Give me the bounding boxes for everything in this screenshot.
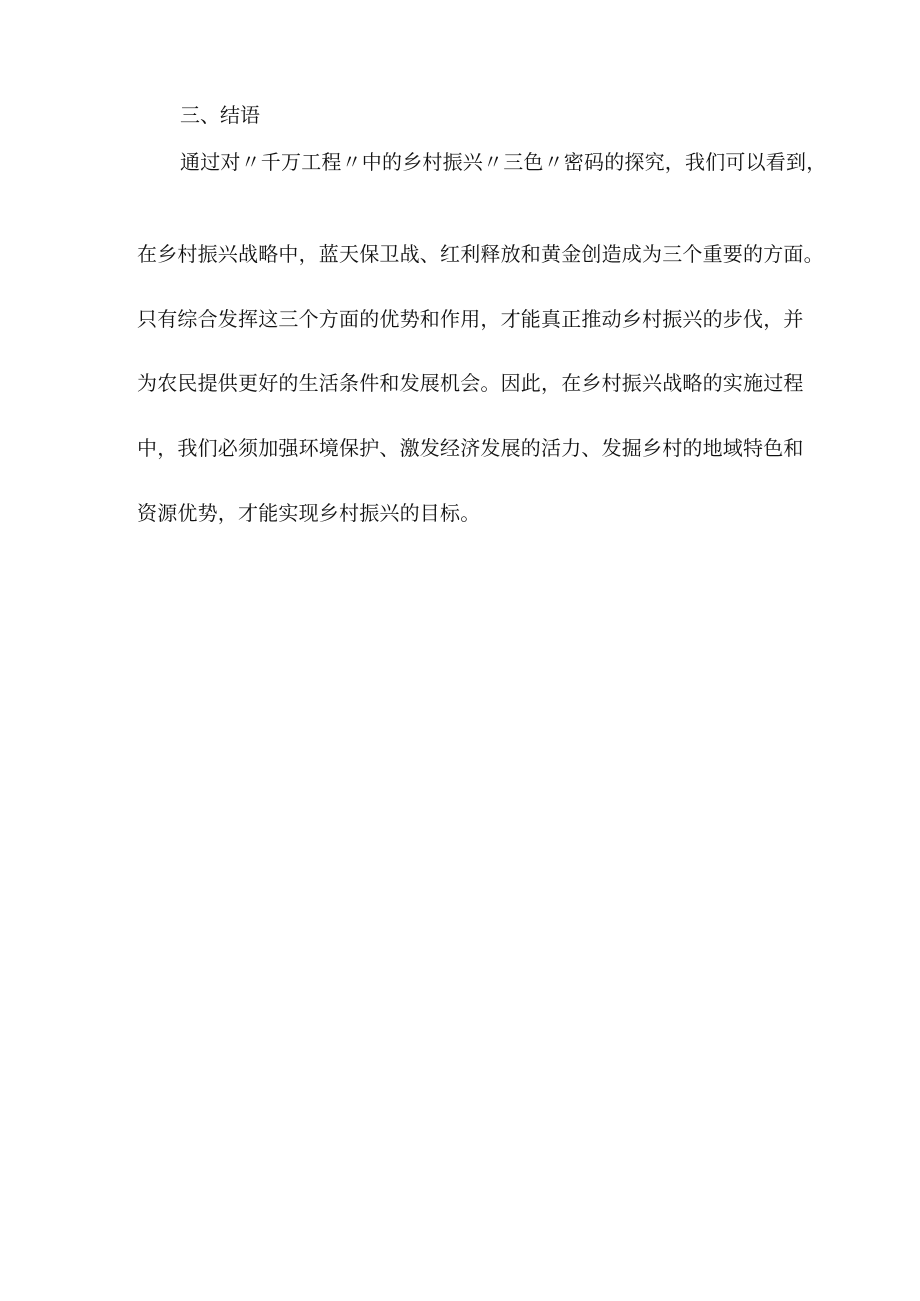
paragraph-line: 在乡村振兴战略中，蓝天保卫战、红利释放和黄金创造成为三个重要的方面。 xyxy=(137,242,824,266)
paragraph-line: 资源优势，才能实现乡村振兴的目标。 xyxy=(137,501,481,525)
paragraph-line: 只有综合发挥这三个方面的优势和作用，才能真正推动乡村振兴的步伐，并 xyxy=(137,307,804,331)
paragraph-line: 通过对〃千万工程〃中的乡村振兴〃三色〃密码的探究，我们可以看到， xyxy=(180,150,827,174)
paragraph-line: 为农民提供更好的生活条件和发展机会。因此，在乡村振兴战略的实施过程 xyxy=(137,371,804,395)
paragraph-line: 中，我们必须加强环境保护、激发经济发展的活力、发掘乡村的地域特色和 xyxy=(137,436,804,460)
section-heading: 三、结语 xyxy=(180,103,260,127)
